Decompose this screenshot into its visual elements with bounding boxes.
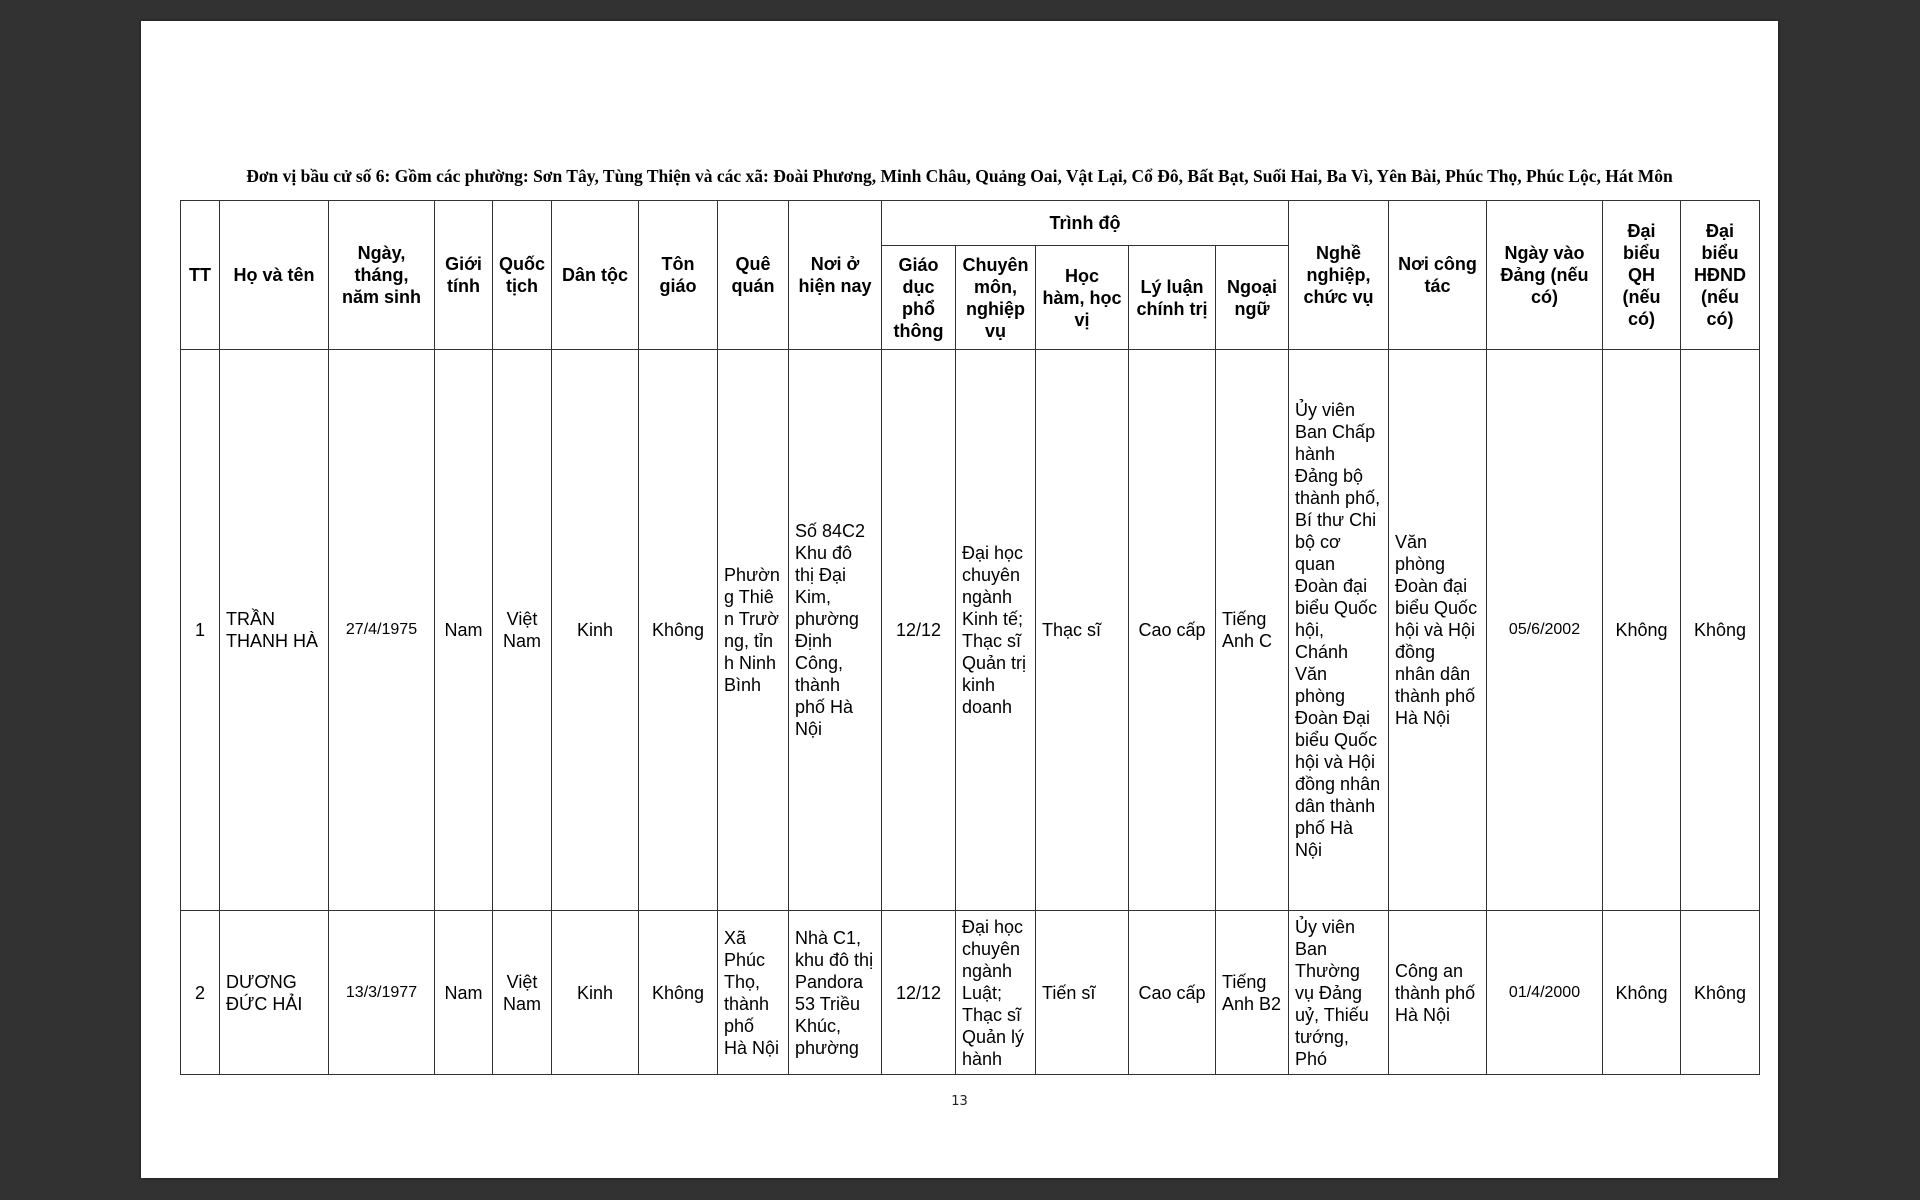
cell-ngay-sinh: 27/4/1975	[329, 350, 435, 911]
cell-dan-toc: Kinh	[552, 911, 639, 1075]
header-row	[181, 201, 1760, 246]
cell-chuyen-mon	[956, 911, 1036, 1075]
document-page	[141, 21, 1778, 1178]
cell-hoc-ham: Tiến sĩ	[1036, 911, 1129, 1075]
cell-hoc-ham: Thạc sĩ	[1036, 350, 1129, 911]
cell-dai-bieu-qh: Không	[1603, 911, 1681, 1075]
cell-quoc-tich: Việt Nam	[493, 350, 552, 911]
header-ton-giao: Tôn giáo	[639, 201, 718, 350]
cell-noi-cong-tac: Văn phòng Đoàn đại biểu Quốc hội và Hội đồng nhân dân thành phố Hà Nội	[1389, 350, 1487, 911]
cell-ly-luan: Cao cấp	[1129, 911, 1216, 1075]
cell-gioi-tinh: Nam	[435, 911, 493, 1075]
cell-nghe-nghiep	[1289, 911, 1389, 1075]
cell-ton-giao: Không	[639, 350, 718, 911]
page-number: 13	[951, 1094, 968, 1109]
header-ngay-vao-dang: Ngày vào Đảng (nếu có)	[1487, 201, 1603, 350]
header-ngoai-ngu: Ngoại ngữ	[1216, 246, 1289, 350]
cell-ton-giao: Không	[639, 911, 718, 1075]
cell-ly-luan: Cao cấp	[1129, 350, 1216, 911]
cell-que-quan	[718, 911, 789, 1075]
cell-dai-bieu-qh: Không	[1603, 350, 1681, 911]
electoral-unit-title: Đơn vị bầu cử số 6: Gồm các phường: Sơn Tây, Tùng Thiện và các xã: Đoài Phương, Minh Châu, Quảng Oai, Vật Lại, Cổ Đô, Bất Bạt, Suối Hai, Ba Vì, Yên Bài, Phúc Thọ, Phúc Lộc, Hát Môn	[246, 166, 1673, 186]
cell-noi-o: Số 84C2 Khu đô thị Đại Kim, phường Định Công, thành phố Hà Nội	[789, 350, 882, 911]
cell-noi-cong-tac: Công an thành phố Hà Nội	[1389, 911, 1487, 1075]
cell-ngoai-ngu: Tiếng Anh C	[1216, 350, 1289, 911]
header-noi-cong-tac: Nơi công tác	[1389, 201, 1487, 350]
cell-ngay-vao-dang: 01/4/2000	[1487, 911, 1603, 1075]
cell-ngay-sinh: 13/3/1977	[329, 911, 435, 1075]
cell-giao-duc: 12/12	[882, 911, 956, 1075]
cell-giao-duc: 12/12	[882, 350, 956, 911]
header-gioi-tinh: Giới tính	[435, 201, 493, 350]
cell-dai-bieu-hdnd: Không	[1681, 350, 1760, 911]
cell-que-quan-text: Xã Phúc Thọ, thành phố Hà Nội	[724, 927, 780, 1058]
cell-nghe-nghiep-text: Ủy viên Ban Thường vụ Đảng uỷ, Thiếu tướng, Phó	[1295, 916, 1369, 1069]
header-quoc-tich: Quốc tịch	[493, 201, 552, 350]
header-ho-ten: Họ và tên	[220, 201, 329, 350]
header-dai-bieu-qh: Đại biểu QH (nếu có)	[1603, 201, 1681, 350]
header-chuyen-mon: Chuyên môn, nghiệp vụ	[956, 246, 1036, 350]
cell-tt: 1	[181, 350, 220, 911]
cell-quoc-tich: Việt Nam	[493, 911, 552, 1075]
candidate-table	[180, 200, 1760, 1075]
cell-ngoai-ngu: Tiếng Anh B2	[1216, 911, 1289, 1075]
cell-dai-bieu-hdnd: Không	[1681, 911, 1760, 1075]
header-trinh-do: Trình độ	[882, 201, 1289, 246]
header-ngay-sinh: Ngày, tháng, năm sinh	[329, 201, 435, 350]
header-ly-luan: Lý luận chính trị	[1129, 246, 1216, 350]
cell-noi-o-text: Nhà C1, khu đô thị Pandora 53 Triều Khúc, phường	[795, 927, 874, 1058]
table-row	[181, 911, 1760, 1075]
cell-dan-toc: Kinh	[552, 350, 639, 911]
cell-que-quan: Phường Thiên Trường, tỉnh Ninh Bình	[718, 350, 789, 911]
header-que-quan: Quê quán	[718, 201, 789, 350]
header-dan-toc: Dân tộc	[552, 201, 639, 350]
cell-ngay-vao-dang: 05/6/2002	[1487, 350, 1603, 911]
cell-chuyen-mon: Đại học chuyên ngành Kinh tế; Thạc sĩ Quản trị kinh doanh	[956, 350, 1036, 911]
header-giao-duc: Giáo dục phổ thông	[882, 246, 956, 350]
header-nghe-nghiep: Nghề nghiệp, chức vụ	[1289, 201, 1389, 350]
header-noi-o: Nơi ở hiện nay	[789, 201, 882, 350]
header-hoc-ham: Học hàm, học vị	[1036, 246, 1129, 350]
header-tt: TT	[181, 201, 220, 350]
cell-nghe-nghiep: Ủy viên Ban Chấp hành Đảng bộ thành phố, Bí thư Chi bộ cơ quan Đoàn đại biểu Quốc hội, Chánh Văn phòng Đoàn Đại biểu Quốc hội và Hội đồng nhân dân thành phố Hà Nội	[1289, 350, 1389, 911]
cell-tt: 2	[181, 911, 220, 1075]
cell-noi-o	[789, 911, 882, 1075]
cell-gioi-tinh: Nam	[435, 350, 493, 911]
cell-ho-ten: TRẦN THANH HÀ	[220, 350, 329, 911]
cell-chuyen-mon-text: Đại học chuyên ngành Luật; Thạc sĩ Quản lý hành	[962, 916, 1025, 1069]
table-row	[181, 350, 1760, 911]
header-dai-bieu-hdnd: Đại biểu HĐND (nếu có)	[1681, 201, 1760, 350]
cell-ho-ten: DƯƠNG ĐỨC HẢI	[220, 911, 329, 1075]
